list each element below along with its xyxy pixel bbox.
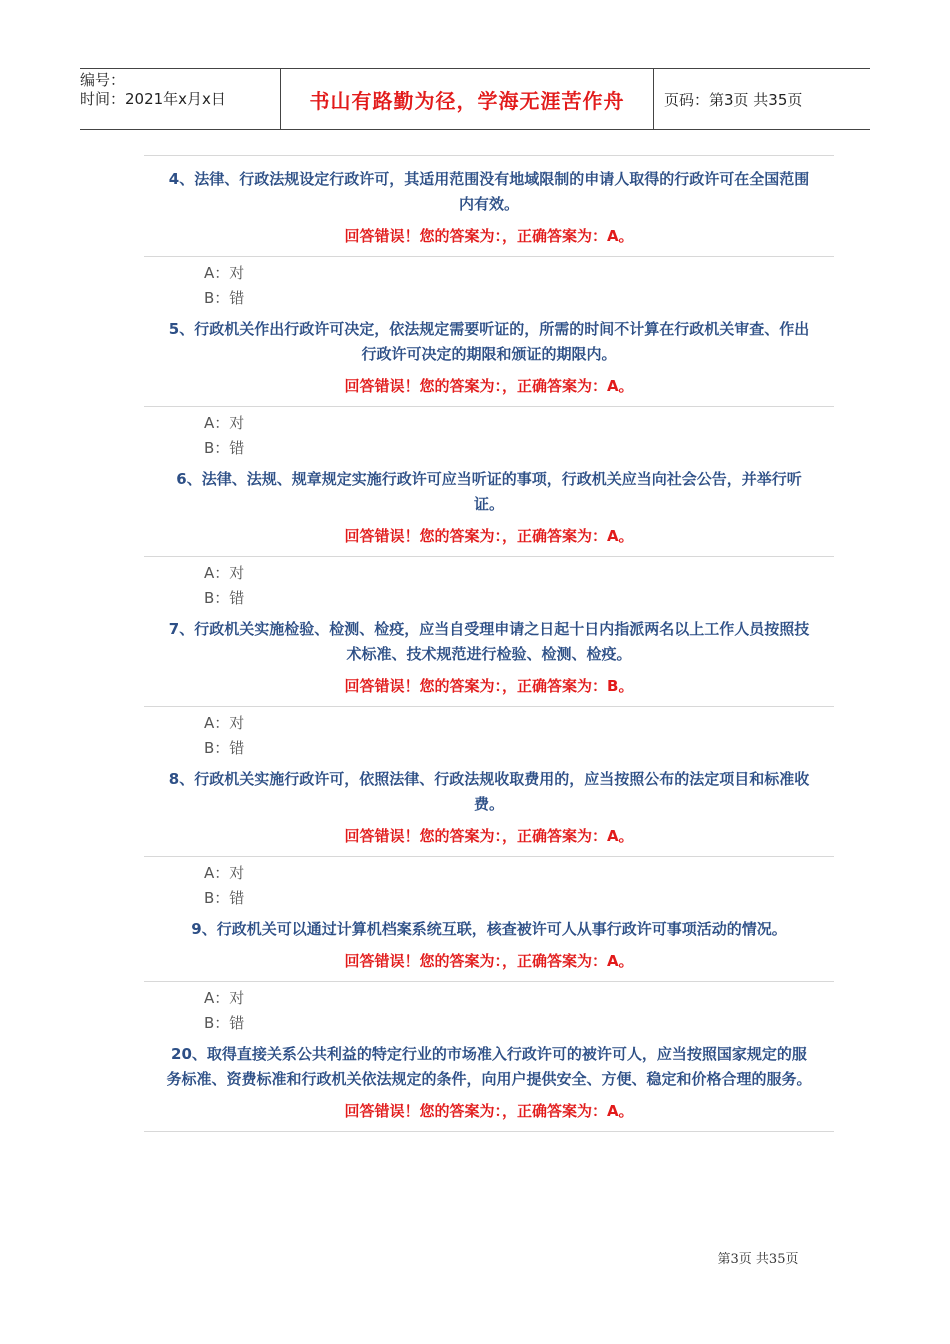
option-list (144, 982, 834, 1036)
header-page-number: 页码：第3页 共35页 (664, 90, 803, 109)
answer-result: 回答错误！您的答案为：，正确答案为：A。 (344, 827, 634, 845)
time-label: 时间：2021年x月x日 (80, 90, 226, 108)
option-b[interactable]: B：错 (204, 439, 245, 457)
question-text: 4、法律、行政法规设定行政许可，其适用范围没有地域限制的申请人取得的行政许可在全国范围内有效。 (168, 170, 810, 213)
question-text: 9、行政机关可以通过计算机档案系统互联，核查被许可人从事行政许可事项活动的情况。 (191, 920, 787, 938)
option-a[interactable]: A：对 (204, 414, 245, 432)
question-list (144, 155, 834, 1132)
answer-result: 回答错误！您的答案为：，正确答案为：A。 (344, 1102, 634, 1120)
answer-result: 回答错误！您的答案为：，正确答案为：A。 (344, 952, 634, 970)
question-text: 6、法律、法规、规章规定实施行政许可应当听证的事项，行政机关应当向社会公告，并举行听证。 (176, 470, 802, 513)
question-text: 7、行政机关实施检验、检测、检疫，应当自受理申请之日起十日内指派两名以上工作人员按照技术标准、技术规范进行检验、检测、检疫。 (168, 620, 810, 663)
option-list (144, 707, 834, 761)
answer-result: 回答错误！您的答案为：，正确答案为：A。 (344, 527, 634, 545)
question-text: 20、取得直接关系公共利益的特定行业的市场准入行政许可的被许可人，应当按照国家规定的服务标准、资费标准和行政机关依法规定的条件，向用户提供安全、方便、稳定和价格合理的服务。 (166, 1045, 812, 1088)
option-b[interactable]: B：错 (204, 289, 245, 307)
answer-result: 回答错误！您的答案为：，正确答案为：B。 (344, 677, 634, 695)
question-text: 5、行政机关作出行政许可决定，依法规定需要听证的，所需的时间不计算在行政机关审查、作出行政许可决定的期限和颁证的期限内。 (168, 320, 810, 363)
page-footer (0, 1248, 950, 1267)
option-list (144, 257, 834, 311)
code-label: 编号： (80, 71, 126, 89)
divider (144, 1131, 834, 1132)
option-a[interactable]: A：对 (204, 864, 245, 882)
option-b[interactable]: B：错 (204, 1014, 245, 1032)
option-list (144, 557, 834, 611)
option-b[interactable]: B：错 (204, 589, 245, 607)
answer-result: 回答错误！您的答案为：，正确答案为：A。 (344, 377, 634, 395)
header-motto: 书山有路勤为径，学海无涯苦作舟 (280, 69, 654, 129)
header-meta (80, 69, 280, 129)
option-b[interactable]: B：错 (204, 889, 245, 907)
option-list (144, 407, 834, 461)
option-a[interactable]: A：对 (204, 564, 245, 582)
footer-page-number: 第3页 共35页 (717, 1252, 799, 1267)
option-a[interactable]: A：对 (204, 714, 245, 732)
option-a[interactable]: A：对 (204, 989, 245, 1007)
option-a[interactable]: A：对 (204, 264, 245, 282)
answer-result: 回答错误！您的答案为：，正确答案为：A。 (344, 227, 634, 245)
question-text: 8、行政机关实施行政许可，依照法律、行政法规收取费用的，应当按照公布的法定项目和标准收费。 (168, 770, 810, 813)
page-header (80, 68, 870, 130)
option-list (144, 857, 834, 911)
option-b[interactable]: B：错 (204, 739, 245, 757)
